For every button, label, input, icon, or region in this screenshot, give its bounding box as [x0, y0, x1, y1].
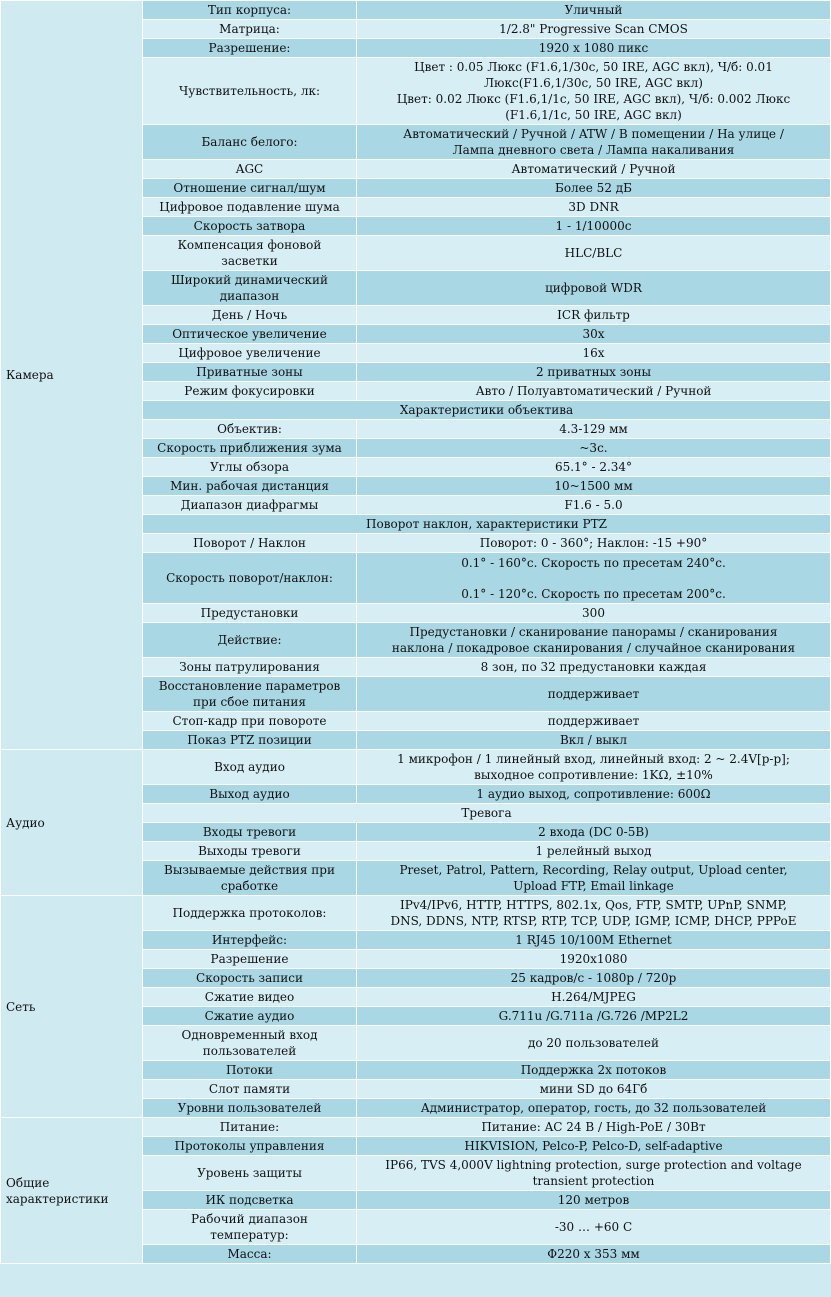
param-name: Выходы тревоги: [143, 842, 357, 861]
param-value-line: до 20 пользователей: [527, 1036, 660, 1050]
param-value-line: Upload FTP, Email linkage: [513, 879, 674, 893]
param-value: [357, 1026, 831, 1061]
param-value: [357, 1156, 831, 1191]
param-value: [357, 271, 831, 306]
param-name: Потоки: [143, 1061, 357, 1080]
param-value: [357, 1061, 831, 1080]
param-value-line: 300: [582, 606, 605, 620]
param-name: AGC: [143, 160, 357, 179]
param-value-line: ICR фильтр: [557, 308, 630, 322]
param-value: [357, 1137, 831, 1156]
param-name: Сжатие аудио: [143, 1007, 357, 1026]
param-value-line: 1 - 1/10000c: [555, 219, 632, 233]
param-name: Протоколы управления: [143, 1137, 357, 1156]
section-title: Тревога: [143, 804, 831, 823]
param-name: Входы тревоги: [143, 823, 357, 842]
param-value-line: 0.1° - 160°c. Скорость по пресетам 240°c.: [461, 555, 726, 570]
group-label: Камера: [1, 1, 143, 750]
param-value-line: 2 приватных зоны: [535, 365, 652, 379]
param-name-line: температур:: [210, 1228, 289, 1242]
param-value-line: 3D DNR: [568, 200, 619, 214]
param-value-line: Люкс(F1.6,1/30c, 50 IRE, AGC вкл): [484, 76, 703, 90]
param-name: Питание:: [143, 1118, 357, 1137]
param-name: [143, 236, 357, 271]
param-name: Отношение сигнал/шум: [143, 179, 357, 198]
param-value-line: 10~1500 мм: [554, 479, 633, 493]
param-name: Действие:: [143, 623, 357, 658]
param-value: [357, 1080, 831, 1099]
group-label-line: характеристики: [6, 1191, 109, 1206]
param-name: Баланс белого:: [143, 125, 357, 160]
param-value-line: DNS, DDNS, NTP, RTSP, RTP, TCP, UDP, IGMP, ICMP, DHCP, PPPoE: [390, 914, 797, 928]
param-name: День / Ночь: [143, 306, 357, 325]
param-value-line: [361, 571, 826, 586]
param-value-line: H.264/MJPEG: [551, 990, 636, 1004]
param-name: Предустановки: [143, 604, 357, 623]
param-name-line: Компенсация фоновой: [177, 238, 322, 252]
param-value-line: IP66, TVS 4,000V lightning protection, surge protection and voltage: [385, 1158, 802, 1172]
param-name: Мин. рабочая дистанция: [143, 477, 357, 496]
param-value: [357, 363, 831, 382]
param-name: Поддержка протоколов:: [143, 896, 357, 931]
param-value-line: Предустановки / сканирование панорамы / сканирования: [409, 625, 778, 639]
group-label: Сеть: [1, 896, 143, 1118]
param-value-line: 30x: [582, 327, 605, 341]
param-name-line: при сбое питания: [193, 695, 306, 709]
param-value: [357, 604, 831, 623]
param-name: Объектив:: [143, 420, 357, 439]
table-row: [1, 1118, 831, 1137]
param-value: [357, 842, 831, 861]
param-name: Скорость приближения зума: [143, 439, 357, 458]
param-name: Поворот / Наклон: [143, 534, 357, 553]
param-name: Разрешение:: [143, 39, 357, 58]
param-name: Углы обзора: [143, 458, 357, 477]
param-value-line: наклона / покадровое сканирования / случайное сканирования: [391, 641, 796, 655]
param-name: [143, 1026, 357, 1061]
param-value-line: поддерживает: [547, 687, 640, 701]
param-value: [357, 553, 831, 604]
param-name: Масса:: [143, 1245, 357, 1264]
param-value-line: мини SD до 64Гб: [539, 1082, 648, 1096]
param-value: [357, 382, 831, 401]
param-name: [143, 677, 357, 712]
param-name-line: Восстановление параметров: [158, 679, 341, 693]
param-value-line: ~3с.: [579, 441, 608, 455]
param-name: Скорость записи: [143, 969, 357, 988]
param-value-line: (F1.6,1/1c, 50 IRE, AGC вкл): [505, 108, 682, 122]
param-name: Скорость поворот/наклон:: [143, 553, 357, 604]
param-value-line: Автоматический / Ручной: [511, 162, 676, 176]
param-value-line: Лампа дневного света / Лампа накаливания: [452, 143, 735, 157]
param-value-line: 1920x1080: [559, 952, 628, 966]
param-value-line: 1 аудио выход, сопротивление: 600Ω: [476, 787, 711, 801]
param-value: [357, 125, 831, 160]
param-name: Скорость затвора: [143, 217, 357, 236]
param-value: [357, 712, 831, 731]
param-name: Показ PTZ позиции: [143, 731, 357, 750]
param-value: [357, 731, 831, 750]
param-value: [357, 306, 831, 325]
param-name: Интерфейс:: [143, 931, 357, 950]
param-value: [357, 861, 831, 896]
param-value-line: 25 кадров/с - 1080p / 720p: [510, 971, 677, 985]
param-value: [357, 931, 831, 950]
param-name: Уровень защиты: [143, 1156, 357, 1191]
param-value-line: 4.3-129 мм: [559, 422, 628, 436]
param-value: [357, 785, 831, 804]
param-value: [357, 179, 831, 198]
param-value-line: HIKVISION, Pelco-P, Pelco-D, self-adaptive: [464, 1139, 723, 1153]
param-value: [357, 496, 831, 515]
param-value-line: выходное сопротивление: 1KΩ, ±10%: [474, 768, 713, 782]
param-value: [357, 58, 831, 125]
param-value: [357, 198, 831, 217]
param-name-line: засветки: [221, 254, 278, 268]
param-name: Диапазон диафрагмы: [143, 496, 357, 515]
param-value-line: HLC/BLC: [564, 246, 623, 260]
param-name: Слот памяти: [143, 1080, 357, 1099]
param-name-line: диапазон: [219, 289, 280, 303]
param-value: [357, 1, 831, 20]
param-name: Режим фокусировки: [143, 382, 357, 401]
param-value-line: 120 метров: [557, 1193, 630, 1207]
param-value: [357, 39, 831, 58]
param-value: [357, 823, 831, 842]
param-value-line: F1.6 - 5.0: [564, 498, 623, 512]
param-value: [357, 217, 831, 236]
param-name: Уровни пользователей: [143, 1099, 357, 1118]
section-title: Характеристики объектива: [143, 401, 831, 420]
param-value-line: 0.1° - 120°c. Скорость по пресетам 200°c.: [461, 586, 726, 601]
param-value: [357, 1099, 831, 1118]
param-name: Цифровое подавление шума: [143, 198, 357, 217]
param-name: Стоп-кадр при повороте: [143, 712, 357, 731]
param-value: [357, 1118, 831, 1137]
param-value: [357, 950, 831, 969]
group-label: Аудио: [1, 750, 143, 896]
param-value-line: Поддержка 2х потоков: [520, 1063, 667, 1077]
param-name: Оптическое увеличение: [143, 325, 357, 344]
param-value-line: Φ220 x 353 мм: [547, 1247, 640, 1261]
param-value: [357, 623, 831, 658]
param-value-line: 1920 x 1080 пикс: [538, 41, 649, 55]
param-value: [357, 160, 831, 179]
param-value: [357, 1210, 831, 1245]
param-value-line: -30 … +60 С: [554, 1220, 633, 1234]
param-name-line: Одновременный вход: [181, 1028, 318, 1042]
param-name-line: пользователей: [202, 1044, 297, 1058]
param-name: Приватные зоны: [143, 363, 357, 382]
param-name: Зоны патрулирования: [143, 658, 357, 677]
param-value-line: 1 релейный выход: [535, 844, 652, 858]
param-value-line: Администратор, оператор, гость, до 32 пользователей: [420, 1101, 767, 1115]
param-value: [357, 344, 831, 363]
param-value-line: 8 зон, по 32 предустановки каждая: [480, 660, 707, 674]
param-value-line: 1 микрофон / 1 линейный вход, линейный вход: 2 ~ 2.4V[p-p];: [397, 752, 790, 766]
param-value-line: 65.1° - 2.34°: [554, 460, 633, 474]
param-name: [143, 271, 357, 306]
param-name: Матрица:: [143, 20, 357, 39]
param-name: Разрешение: [143, 950, 357, 969]
param-value: [357, 969, 831, 988]
param-value: [357, 658, 831, 677]
param-value: [357, 988, 831, 1007]
param-value: [357, 677, 831, 712]
param-value-line: Preset, Patrol, Pattern, Recording, Relay output, Upload center,: [399, 863, 788, 877]
param-value-line: 1 RJ45 10/100M Ethernet: [515, 933, 672, 947]
param-value-line: IPv4/IPv6, HTTP, HTTPS, 802.1x, Qos, FTP, SMTP, UPnP, SNMP,: [400, 898, 787, 912]
param-name: [143, 861, 357, 896]
param-value: [357, 236, 831, 271]
param-value: [357, 1007, 831, 1026]
param-value-line: Автоматический / Ручной / ATW / В помещении / На улице /: [403, 127, 784, 141]
param-value: [357, 1191, 831, 1210]
param-value-line: Поворот: 0 - 360°; Наклон: -15 +90°: [479, 536, 708, 550]
table-row: [1, 1, 831, 20]
param-name: ИК подсветка: [143, 1191, 357, 1210]
param-value-line: цифровой WDR: [545, 281, 642, 295]
param-value-line: Цвет: 0.02 Люкс (F1.6,1/1c, 50 IRE, AGC вкл), Ч/б: 0.002 Люкс: [396, 92, 791, 106]
param-name: Цифровое увеличение: [143, 344, 357, 363]
param-value: [357, 896, 831, 931]
section-title: Поворот наклон, характеристики PTZ: [143, 515, 831, 534]
param-value-line: Уличный: [564, 3, 623, 17]
param-value-line: 1/2.8" Progressive Scan CMOS: [499, 22, 688, 36]
param-value-line: G.711u /G.711a /G.726 /MP2L2: [498, 1009, 689, 1023]
table-row: [1, 750, 831, 785]
param-value-line: transient protection: [532, 1174, 655, 1188]
group-label: [1, 1118, 143, 1264]
table-row: [1, 896, 831, 931]
param-value: [357, 420, 831, 439]
param-name: Чувствительность, лк:: [143, 58, 357, 125]
param-name: Вход аудио: [143, 750, 357, 785]
param-value-line: поддерживает: [547, 714, 640, 728]
param-name-line: Рабочий диапазон: [191, 1212, 308, 1226]
param-name-line: Широкий динамический: [170, 273, 329, 287]
param-name: [143, 1210, 357, 1245]
param-value: [357, 325, 831, 344]
param-name: Выход аудио: [143, 785, 357, 804]
param-value-line: Питание: AC 24 В / High-PoE / 30Вт: [481, 1120, 706, 1134]
param-value-line: Вкл / выкл: [559, 733, 628, 747]
param-value-line: 2 входа (DC 0-5В): [538, 825, 649, 839]
param-name: Сжатие видео: [143, 988, 357, 1007]
param-value: [357, 534, 831, 553]
param-name: Тип корпуса:: [143, 1, 357, 20]
param-value-line: 16x: [582, 346, 605, 360]
param-value: [357, 1245, 831, 1264]
param-name-line: Вызываемые действия при: [164, 863, 335, 877]
group-label-line: Общие: [6, 1175, 50, 1190]
param-value-line: Более 52 дБ: [555, 181, 632, 195]
param-value: [357, 750, 831, 785]
param-value-line: Авто / Полуавтоматический / Ручной: [475, 384, 712, 398]
param-value: [357, 20, 831, 39]
param-value: [357, 439, 831, 458]
param-value: [357, 477, 831, 496]
param-name-line: сработке: [220, 879, 279, 893]
param-value-line: Цвет : 0.05 Люкс (F1.6,1/30c, 50 IRE, AGC вкл), Ч/б: 0.01: [414, 60, 773, 74]
param-value: [357, 458, 831, 477]
